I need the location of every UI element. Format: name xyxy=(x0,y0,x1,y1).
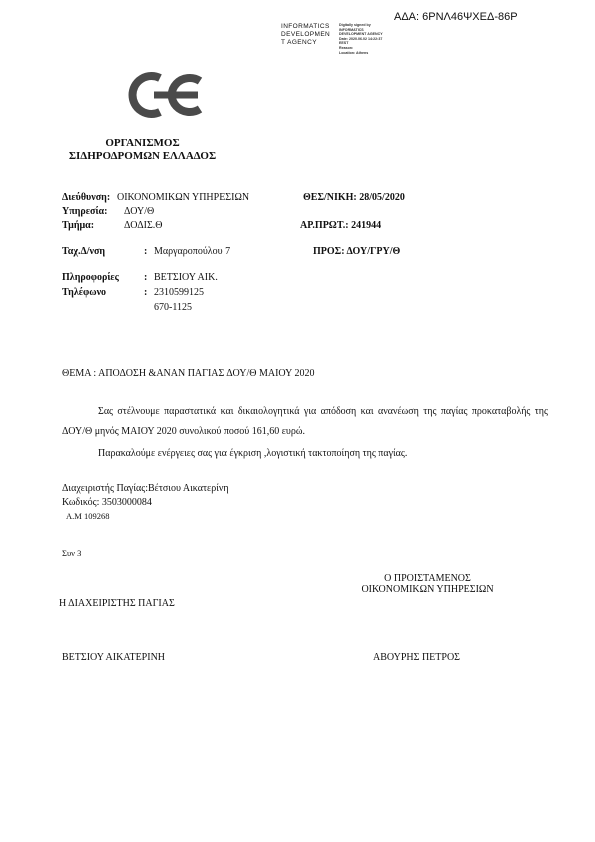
service-label: Υπηρεσία: xyxy=(62,206,108,217)
signature-left-name: ΒΕΤΣΙΟΥ ΑΙΚΑΤΕΡΙΝΗ xyxy=(62,652,166,663)
signature-right-title xyxy=(354,573,501,595)
org-line2: ΣΙΔΗΡΟΔΡΟΜΩΝ ΕΛΛΑΔΟΣ xyxy=(68,150,217,162)
stamp-line: T AGENCY xyxy=(281,39,317,46)
subject-line: ΘΕΜΑ : ΑΠΟΔΟΣΗ &ΑΝΑΝ ΠΑΓΙΑΣ ΔΟΥ/Θ ΜΑΙΟΥ 2020 xyxy=(62,368,315,379)
address-label: Ταχ.Δ/νση xyxy=(62,246,106,257)
right-title-line1: Ο ΠΡΟΙΣΤΑΜΕΝΟΣ xyxy=(384,573,471,584)
stamp-detail: DEVELOPMENT AGENCY xyxy=(339,32,383,37)
manager-name: Διαχειριστής Παγίας:Βέτσιου Αικατερίνη xyxy=(62,483,229,494)
stamp-line: DEVELOPMEN xyxy=(281,31,331,38)
stamp-line: INFORMATICS xyxy=(281,23,330,30)
department-label: Τμήμα: xyxy=(62,220,95,231)
phone-label: Τηλέφωνο xyxy=(62,287,107,298)
stamp-detail: Reason: xyxy=(339,45,354,50)
body-paragraph-1: Σας στέλνουμε παραστατικά και δικαιολογητικά για απόδοση και ανανέωση της παγίας προκαταβολής της ΔΟΥ/Θ μηνός ΜΑΙΟΥ 2020 συνολικού ποσού 161,60 ευρώ. xyxy=(62,406,548,437)
ose-logo-icon xyxy=(128,72,206,118)
address-value: Μαργαροπούλου 7 xyxy=(154,246,231,257)
body-paragraph-2: Παρακαλούμε ενέργειες σας για έγκριση ,λογιστική τακτοποίηση της παγίας. xyxy=(98,448,408,459)
ada-code: ΑΔΑ: 6ΡΝΛ46ΨΧΕΔ-86Ρ xyxy=(394,11,518,23)
department-value: ΔΟΔΙΣ.Θ xyxy=(124,220,163,231)
org-line1: ΟΡΓΑΝΙΣΜΟΣ xyxy=(105,137,180,149)
info-label: Πληροφορίες xyxy=(62,272,119,283)
signature-stamp-details xyxy=(339,23,383,55)
info-colon: : xyxy=(144,272,148,283)
phone-value-extension: 670-1125 xyxy=(154,302,192,313)
organization-name xyxy=(60,137,225,163)
attachments-count: Συν 3 xyxy=(62,548,82,558)
stamp-detail: Digitally signed by xyxy=(339,23,371,27)
address-colon: : xyxy=(144,246,148,257)
phone-value: 2310599125 xyxy=(154,287,204,298)
stamp-detail: Location: Athens xyxy=(339,50,369,55)
service-value: ΔΟΥ/Θ xyxy=(124,206,155,217)
direction-value: ΟΙΚΟΝΟΜΙΚΩΝ ΥΠΗΡΕΣΙΩΝ xyxy=(117,192,250,203)
signature-right-name: ΑΒΟΥΡΗΣ ΠΕΤΡΟΣ xyxy=(373,652,460,663)
stamp-detail: Date: 2020.06.02 14:22:37 xyxy=(339,36,383,41)
stamp-detail: EEST xyxy=(339,41,349,46)
stamp-detail: INFORMATICS xyxy=(339,27,364,32)
protocol-number: ΑΡ.ΠΡΩΤ.: 241944 xyxy=(300,220,382,231)
recipient: ΠΡΟΣ: ΔΟΥ/ΓΡΥ/Θ xyxy=(313,246,401,257)
ose-logo xyxy=(128,72,206,123)
phone-colon: : xyxy=(144,287,148,298)
manager-registry: Α.Μ 109268 xyxy=(66,511,110,521)
info-value: ΒΕΤΣΙΟΥ ΑΙΚ. xyxy=(154,272,218,283)
right-title-line2: ΟΙΚΟΝΟΜΙΚΩΝ ΥΠΗΡΕΣΙΩΝ xyxy=(361,584,494,595)
manager-code: Κωδικός: 3503000084 xyxy=(62,497,152,508)
direction-label: Διεύθυνση: xyxy=(62,192,111,203)
signature-left-title: Η ΔΙΑΧΕΙΡΙΣΤΗΣ ΠΑΓΙΑΣ xyxy=(59,598,175,609)
signature-stamp-title xyxy=(281,23,330,47)
document-date: ΘΕΣ/ΝΙΚΗ: 28/05/2020 xyxy=(303,192,405,203)
